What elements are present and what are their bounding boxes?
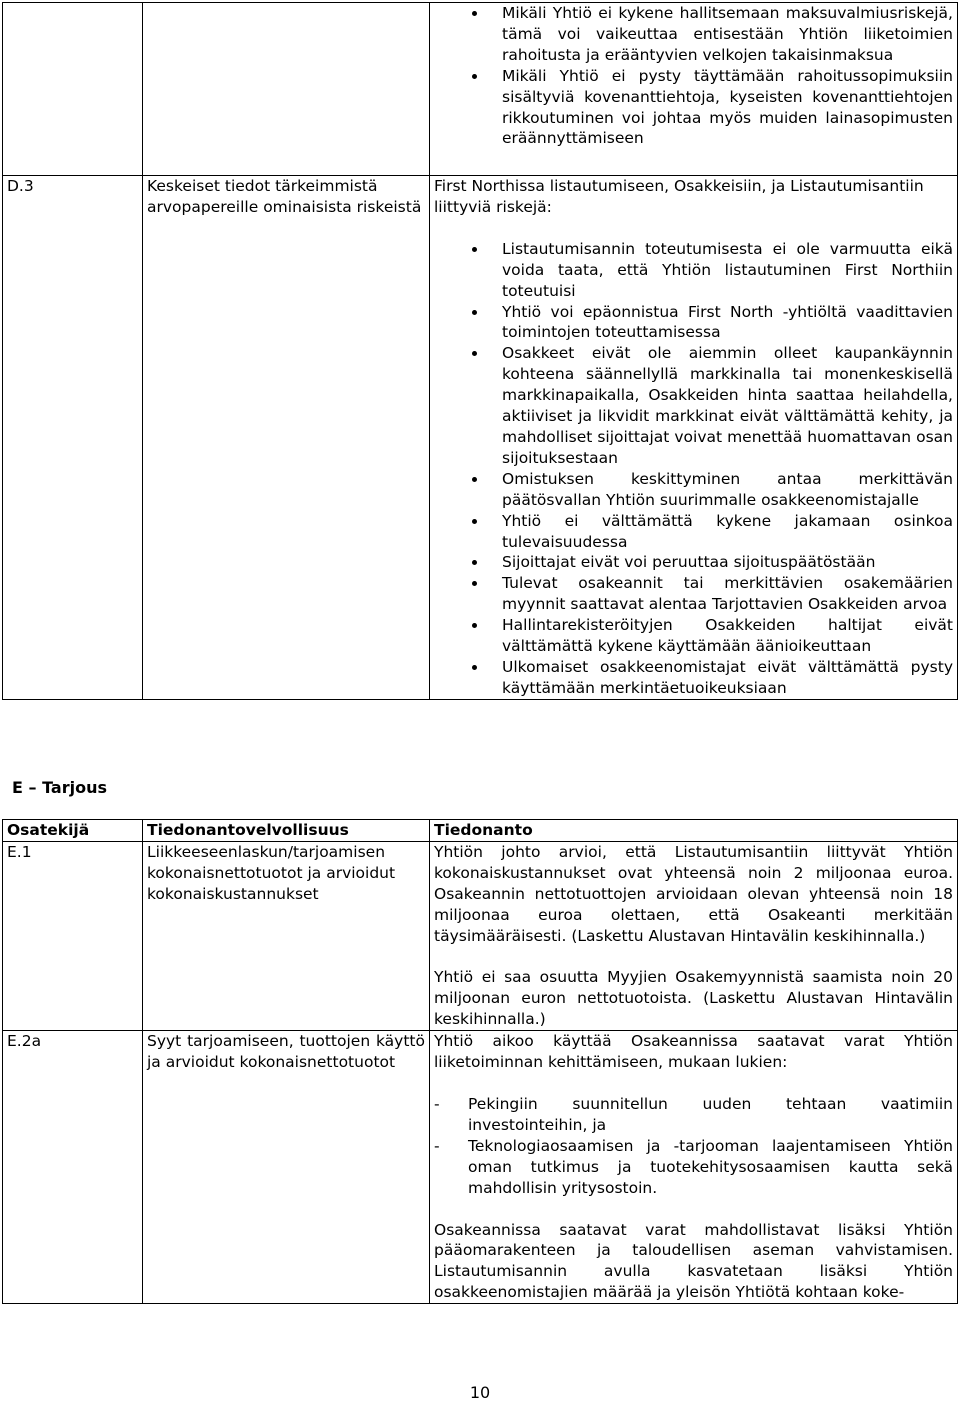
list-item: - Teknologiaosaamisen ja -tarjooman laajentamiseen Yhtiön oman tutkimus ja tuotekehitysosaamisen kautta sekä mahdollisin yritysostoin. [434, 1136, 953, 1199]
list-item: Ulkomaiset osakkeenomistajat eivät välttämättä pysty käyttämään merkintäetuoikeuksiaan [434, 657, 953, 699]
header-tiedonanto: Tiedonanto [430, 820, 958, 842]
row-id: E.1 [3, 841, 143, 1030]
row-id: E.2a [3, 1031, 143, 1304]
header-tiedonantovelvollisuus: Tiedonantovelvollisuus [143, 820, 430, 842]
list-item: Yhtiö voi epäonnistua First North -yhtiöltä vaadittavien toimintojen toteuttamisessa [434, 302, 953, 344]
row-title: Syyt tarjoamiseen, tuottojen käyttö ja arvioidut kokonaisnettotuotot [143, 1031, 430, 1304]
securities-risks-cell [430, 176, 958, 700]
list-item: Mikäli Yhtiö ei kykene hallitsemaan maksuvalmiusriskejä, tämä voi vaikeuttaa entisestään Yhtiön liiketoimien rahoitusta ja erääntyvien velkojen takaisinmaksua [434, 3, 953, 66]
list-item: - Pekingiin suunnitellun uuden tehtaan vaatimiin investointeihin, ja [434, 1094, 953, 1136]
empty-cell [3, 3, 143, 176]
list-item: Tulevat osakeannit tai merkittävien osakemäärien myynnit saattavat alentaa Tarjottavien Osakkeiden arvoa [434, 573, 953, 615]
paragraph: Yhtiön johto arvioi, että Listautumisantiin liittyvät Yhtiön kokonaiskustannukset ovat yhteensä noin 2 miljoonaa euroa. Osakeannin nettotuottojen arvioidaan olevan yhteensä noin 18 miljoonaa euroa olettaen, että Osakeanti merkitään täysimääräisesti. (Laskettu Alustavan Hintavälin keskihinnalla.) [434, 842, 953, 945]
section-title: E – Tarjous [12, 778, 107, 797]
list-item: Hallintarekisteröityjen Osakkeiden haltijat eivät välttämättä kykene käyttämään äänioikeuttaan [434, 615, 953, 657]
list-item: Listautumisannin toteutumisesta ei ole varmuutta eikä voida taata, että Yhtiön listautuminen First Northiin toteutuisi [434, 239, 953, 302]
list-item: Mikäli Yhtiö ei pysty täyttämään rahoitussopimuksiin sisältyviä kovenanttiehtoja, kyseisten kovenanttiehtojen rikkoutuminen voi johtaa myös muiden lainasopimusten eräännyttämiseen [434, 66, 953, 150]
list-item: Yhtiö ei välttämättä kykene jakamaan osinkoa tulevaisuudessa [434, 511, 953, 553]
list-item: Osakkeet eivät ole aiemmin olleet kaupankäynnin kohteena säännellyllä markkinalla tai monenkeskisellä markkinapaikalla, Osakkeiden hinta saattaa heilahdella, aktiiviset ja likvidit markkinat eivät välttämättä kehity, ja mahdolliset sijoittajat voivat menettää huomattavan osan sijoituksestaan [434, 343, 953, 468]
paragraph: Osakeannissa saatavat varat mahdollistavat lisäksi Yhtiön pääomarakenteen ja taloudellisen aseman vahvistamisen. Listautumisannin avulla kasvatetaan lisäksi Yhtiön osakkeenomistajien määrää ja yleisön Yhtiötä kohtaan koke- [434, 1220, 953, 1302]
header-osatekija: Osatekijä [3, 820, 143, 842]
e1-content [430, 841, 958, 1030]
list-item: Omistuksen keskittyminen antaa merkittävän päätösvallan Yhtiön suurimmalle osakkeenomistajalle [434, 469, 953, 511]
row-title: Liikkeeseenlaskun/tarjoamisen kokonaisnettotuotot ja arvioidut kokonaiskustannukset [143, 841, 430, 1030]
e2a-content [430, 1031, 958, 1304]
liquidity-risks-cell [430, 3, 958, 176]
offer-table [2, 819, 958, 1304]
paragraph: Yhtiö aikoo käyttää Osakeannissa saatavat varat Yhtiön liiketoiminnan kehittämiseen, mukaan lukien: [434, 1032, 953, 1072]
paragraph: Yhtiö ei saa osuutta Myyjien Osakemyynnistä saamista noin 20 miljoonan euron nettotuotoista. (Laskettu Alustavan Hintavälin keskihinnalla.) [434, 968, 953, 1029]
row-id: D.3 [3, 176, 143, 700]
row-title: Keskeiset tiedot tärkeimmistä arvopapereille ominaisista riskeistä [143, 176, 430, 700]
risk-intro: First Northissa listautumiseen, Osakkeisiin, ja Listautumisantiin liittyviä riskejä: [434, 177, 924, 216]
page-number: 10 [469, 1383, 491, 1402]
empty-cell [143, 3, 430, 176]
list-item: Sijoittajat eivät voi peruuttaa sijoituspäätöstään [434, 552, 953, 573]
risk-table [2, 2, 958, 700]
